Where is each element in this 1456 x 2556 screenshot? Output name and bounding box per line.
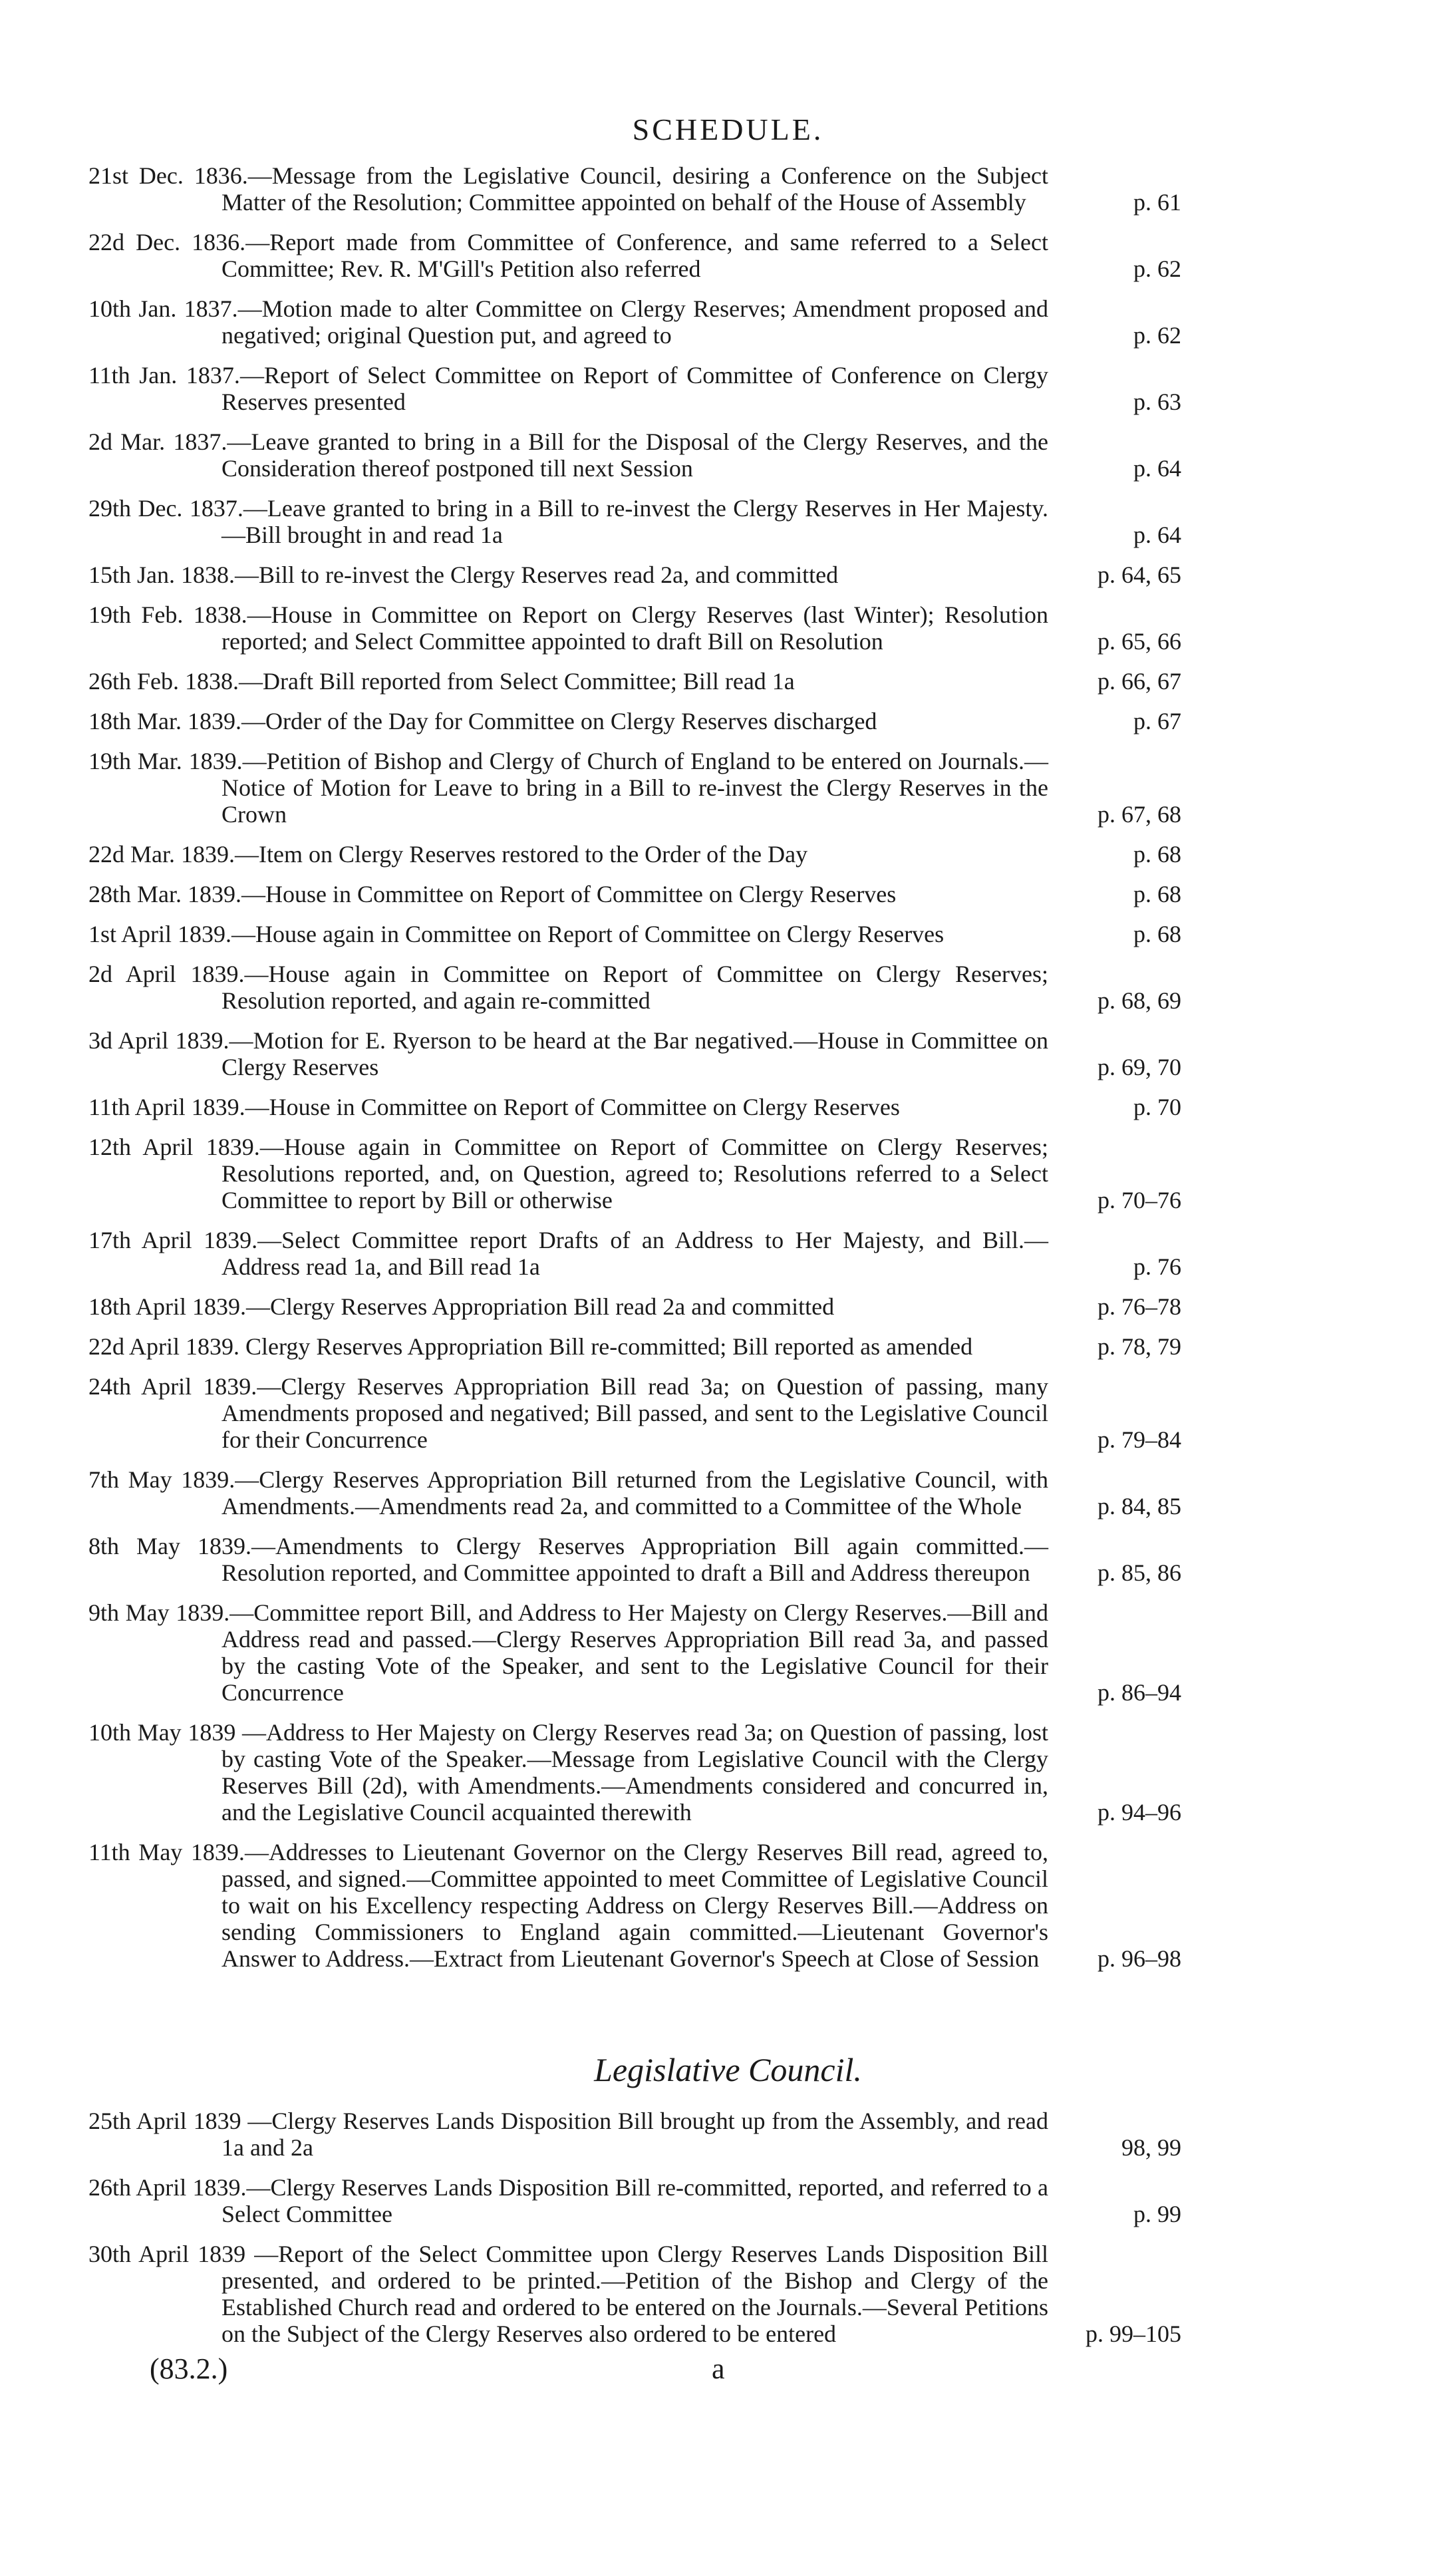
entry-date: 3d April 1839.	[88, 1027, 229, 1054]
entry-text: —House in Committee on Report of Committee on Clergy Reserves	[245, 1094, 900, 1120]
entry-text: —Clergy Reserves Appropriation Bill returned from the Legislative Council, with Amendments.—Amendments read 2a, and committed to a Committee of the Whole	[221, 1466, 1048, 1519]
page-reference: p. 69, 70	[1097, 1054, 1181, 1080]
entry-text: —Addresses to Lieutenant Governor on the Clergy Reserves Bill read, agreed to, passed, and signed.—Committee appointed to meet Committee of Legislative Council to wait on his Excellency respecting Address on Clergy Reserves Bill.—Address on sending Commissioners to England again committed.—Lieutenant Governor's Answer to Address.—Extract from Lieutenant Governor's Speech at Close of Session	[221, 1839, 1048, 1972]
page-reference: p. 64	[1133, 522, 1181, 548]
list-item	[88, 1719, 1181, 1826]
page-reference: p. 70–76	[1097, 1187, 1181, 1213]
entry-text: —Clergy Reserves Lands Disposition Bill re-committed, reported, and referred to a Select Committee	[221, 2174, 1049, 2227]
page-reference: p. 63	[1133, 389, 1181, 415]
entry-text: —Leave granted to bring in a Bill for the Disposal of the Clergy Reserves, and the Consideration thereof postponed till next Session	[221, 428, 1048, 482]
entry-text: —House in Committee on Report of Committee on Clergy Reserves	[241, 881, 897, 907]
list-item	[88, 668, 1181, 695]
list-item	[88, 162, 1181, 216]
entry-date: 15th Jan. 1838.	[88, 561, 235, 588]
entry-text: —Report of Select Committee on Report of Committee of Conference on Clergy Reserves presented	[221, 362, 1049, 415]
list-item	[88, 1227, 1181, 1280]
entry-text: —Report of the Select Committee upon Clergy Reserves Lands Disposition Bill presented, and ordered to be printed.—Petition of the Bishop and Clergy of the Established Church read and ordered to be entered on the Journals.—Several Petitions on the Subject of the Clergy Reserves also ordered to be entered	[221, 2241, 1048, 2347]
entry-date: 11th Jan. 1837.	[88, 362, 240, 389]
list-item	[88, 748, 1181, 828]
page-reference: p. 79–84	[1097, 1426, 1181, 1453]
entry-date: 10th Jan. 1837.	[88, 295, 238, 322]
section-heading: Legislative Council.	[594, 2051, 862, 2088]
list-item	[88, 601, 1181, 655]
list-item	[88, 1027, 1181, 1080]
list-item	[88, 708, 1181, 734]
entry-date: 28th Mar. 1839.	[88, 881, 241, 907]
page-reference: p. 64	[1133, 455, 1181, 482]
page-reference: p. 99	[1133, 2201, 1181, 2227]
list-item	[88, 428, 1181, 482]
entry-text: —Motion made to alter Committee on Clergy Reserves; Amendment proposed and negatived; original Question put, and agreed to	[221, 295, 1048, 349]
entry-text: —Draft Bill reported from Select Committee; Bill read 1a	[239, 668, 795, 695]
list-item	[88, 881, 1181, 907]
page-reference: p. 67	[1133, 708, 1181, 734]
page-reference: p. 76–78	[1097, 1293, 1181, 1320]
page-reference: p. 96–98	[1097, 1945, 1181, 1972]
entry-text: —Select Committee report Drafts of an Address to Her Majesty, and Bill.—Address read 1a, and Bill read 1a	[221, 1227, 1048, 1280]
entry-text: —House again in Committee on Report of Committee on Clergy Reserves; Resolution reported, and again re-committed	[221, 961, 1048, 1014]
entry-date: 7th May 1839.	[88, 1466, 235, 1493]
list-item	[88, 1466, 1181, 1519]
page-reference: p. 68	[1133, 881, 1181, 907]
signature-mark: a	[712, 2352, 725, 2385]
list-item	[88, 1134, 1181, 1213]
entry-date: 22d Dec. 1836.	[88, 229, 246, 255]
entry-date: 18th April 1839.	[88, 1293, 247, 1320]
entry-text: —Committee report Bill, and Address to Her Majesty on Clergy Reserves.—Bill and Address read and passed.—Clergy Reserves Appropriation Bill read 3a, and passed by the casting Vote of the Speaker, and sent to the Legislative Council for their Concurrence	[221, 1599, 1048, 1706]
page-reference: p. 76	[1133, 1253, 1181, 1280]
list-item	[88, 1094, 1181, 1120]
entry-date: 11th April 1839.	[88, 1094, 245, 1120]
list-item	[88, 561, 1181, 588]
page-title: SCHEDULE.	[632, 112, 824, 146]
entry-text: —Motion for E. Ryerson to be heard at the Bar negatived.—House in Committee on Clergy Reserves	[221, 1027, 1048, 1080]
entry-date: 26th April 1839.	[88, 2174, 247, 2201]
list-item	[88, 841, 1181, 868]
entry-text: Clergy Reserves Appropriation Bill re-committed; Bill reported as amended	[239, 1333, 973, 1360]
list-item	[88, 961, 1181, 1014]
page-reference: p. 86–94	[1097, 1679, 1181, 1706]
list-item	[88, 921, 1181, 947]
entry-text: —Bill to re-invest the Clergy Reserves read 2a, and committed	[235, 561, 839, 588]
entry-text: —Address to Her Majesty on Clergy Reserves read 3a; on Question of passing, lost by casting Vote of the Speaker.—Message from Legislative Council with the Clergy Reserves Bill (2d), with Amendments.—Amendments considered and concurred in, and the Legislative Council acquainted therewith	[221, 1719, 1048, 1826]
entry-date: 22d Mar. 1839.	[88, 841, 235, 868]
entry-text: —House again in Committee on Report of Committee on Clergy Reserves	[231, 921, 945, 947]
page-reference: p. 66, 67	[1097, 668, 1181, 695]
entry-text: —Message from the Legislative Council, desiring a Conference on the Subject Matter of the Resolution; Committee appointed on behalf of the House of Assembly	[221, 162, 1049, 216]
entry-text: —Petition of Bishop and Clergy of Church of England to be entered on Journals.—Notice of Motion for Leave to bring in a Bill to re-invest the Clergy Reserves in the Crown	[221, 748, 1048, 828]
entry-date: 24th April 1839.	[88, 1373, 257, 1400]
entry-date: 29th Dec. 1837.	[88, 495, 243, 522]
entry-date: 18th Mar. 1839.	[88, 708, 241, 734]
list-item	[88, 495, 1181, 548]
page-reference: p. 70	[1133, 1094, 1181, 1120]
entry-text: —Clergy Reserves Appropriation Bill read 2a and committed	[246, 1293, 835, 1320]
page-reference: p. 94–96	[1097, 1799, 1181, 1826]
page-reference: p. 68, 69	[1097, 987, 1181, 1014]
page-reference: p. 84, 85	[1097, 1493, 1181, 1519]
entry-date: 12th April 1839.	[88, 1134, 260, 1160]
list-item	[88, 295, 1181, 349]
page-reference: p. 68	[1133, 921, 1181, 947]
entry-text: —Leave granted to bring in a Bill to re-invest the Clergy Reserves in Her Majesty.—Bill brought in and read 1a	[221, 495, 1048, 548]
page-reference: p. 99–105	[1086, 2320, 1181, 2347]
entry-text: —Amendments to Clergy Reserves Appropriation Bill again committed.—Resolution reported, and Committee appointed to draft a Bill and Address thereupon	[221, 1533, 1048, 1586]
entry-date: 21st Dec. 1836.	[88, 162, 248, 189]
list-item	[88, 2108, 1181, 2161]
page-reference: p. 85, 86	[1097, 1559, 1181, 1586]
entry-date: 10th May 1839	[88, 1719, 236, 1746]
list-item	[88, 1599, 1181, 1706]
entry-date: 30th April 1839	[88, 2241, 246, 2267]
page-reference: p. 67, 68	[1097, 801, 1181, 828]
legislative-council-list	[88, 2108, 1181, 2360]
list-item	[88, 229, 1181, 282]
list-item	[88, 1333, 1181, 1360]
entry-text: —Clergy Reserves Lands Disposition Bill brought up from the Assembly, and read 1a and 2a	[221, 2108, 1049, 2161]
entry-date: 11th May 1839.	[88, 1839, 245, 1865]
entry-date: 2d Mar. 1837.	[88, 428, 227, 455]
entry-text: —Order of the Day for Committee on Clergy Reserves discharged	[241, 708, 877, 734]
entry-text: —Report made from Committee of Conference, and same referred to a Select Committee; Rev. R. M'Gill's Petition also referred	[221, 229, 1048, 282]
entry-text: —House in Committee on Report on Clergy Reserves (last Winter); Resolution reported; and Select Committee appointed to draft Bill on Resolution	[221, 601, 1048, 655]
page-reference: p. 68	[1133, 841, 1181, 868]
page-reference: p. 64, 65	[1097, 561, 1181, 588]
page-reference: p. 61	[1133, 189, 1181, 216]
page-reference: p. 62	[1133, 255, 1181, 282]
list-item	[88, 362, 1181, 415]
entry-date: 19th Feb. 1838.	[88, 601, 247, 628]
list-item	[88, 1373, 1181, 1453]
page-reference: 98, 99	[1121, 2134, 1181, 2161]
entry-date: 17th April 1839.	[88, 1227, 258, 1253]
list-item	[88, 1533, 1181, 1586]
list-item	[88, 2174, 1181, 2227]
entry-text: —Clergy Reserves Appropriation Bill read 3a; on Question of passing, many Amendments proposed and negatived; Bill passed, and sent to the Legislative Council for their Concurrence	[221, 1373, 1048, 1453]
entry-date: 1st April 1839.	[88, 921, 232, 947]
page-reference: p. 78, 79	[1097, 1333, 1181, 1360]
footer-number: (83.2.)	[150, 2352, 228, 2385]
list-item	[88, 1293, 1181, 1320]
entry-date: 19th Mar. 1839.	[88, 748, 243, 774]
entry-date: 26th Feb. 1838.	[88, 668, 239, 695]
entry-date: 9th May 1839.	[88, 1599, 230, 1626]
entry-text: —House again in Committee on Report of Committee on Clergy Reserves; Resolutions reported, and, on Question, agreed to; Resolutions referred to a Select Committee to report by Bill or otherwise	[221, 1134, 1048, 1213]
page-reference: p. 65, 66	[1097, 628, 1181, 655]
list-item	[88, 2241, 1181, 2347]
entry-date: 8th May 1839.	[88, 1533, 251, 1559]
entry-date: 22d April 1839.	[88, 1333, 240, 1360]
schedule-list	[88, 162, 1181, 1985]
entry-date: 25th April 1839	[88, 2108, 241, 2134]
list-item	[88, 1839, 1181, 1972]
page-reference: p. 62	[1133, 322, 1181, 349]
entry-date: 2d April 1839.	[88, 961, 245, 987]
entry-text: —Item on Clergy Reserves restored to the Order of the Day	[235, 841, 808, 868]
